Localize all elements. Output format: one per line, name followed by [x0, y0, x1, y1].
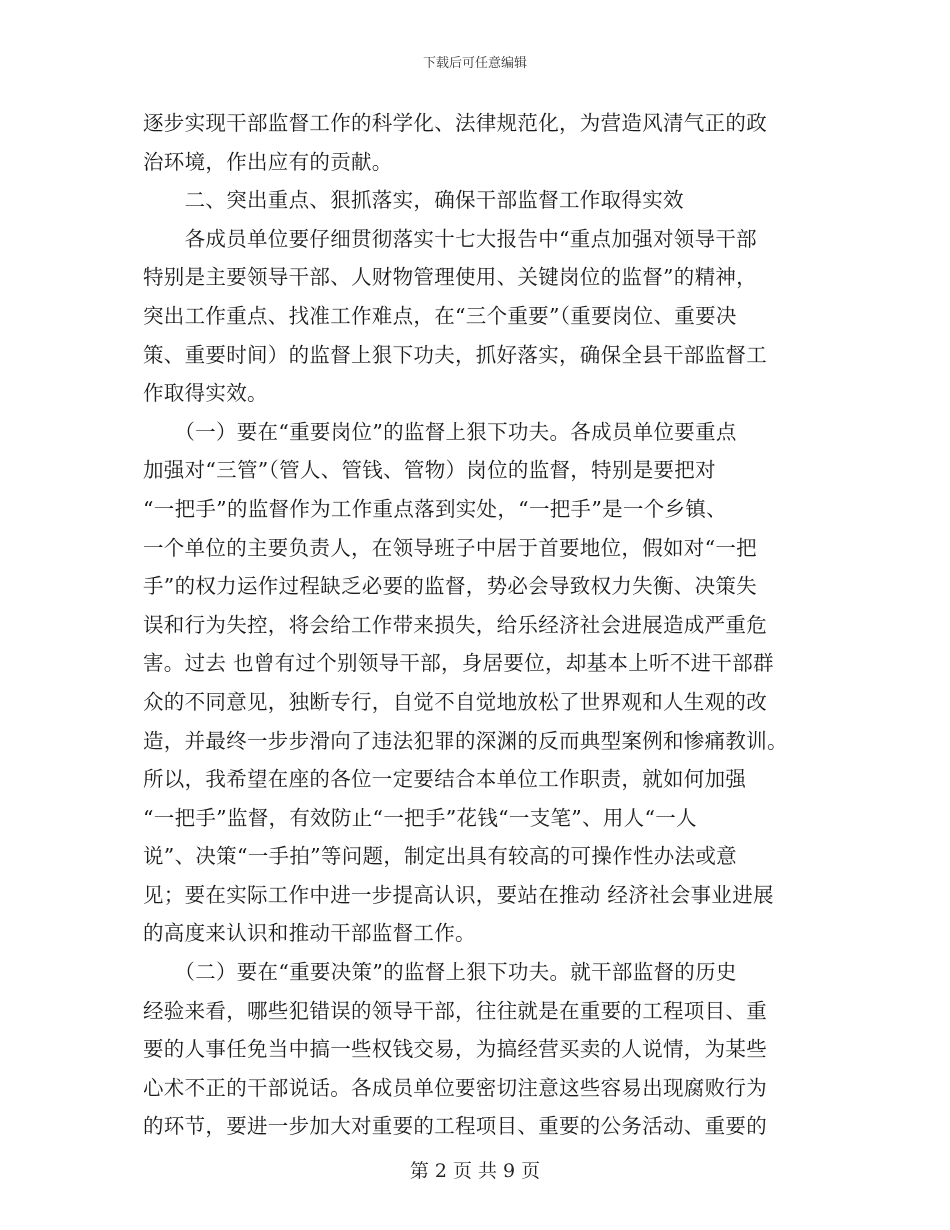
- text-line: 手”的权力运作过程缺乏必要的监督，势必会导致权力失衡、决策失: [143, 574, 757, 599]
- section-heading: 二、突出重点、狠抓落实，确保干部监督工作取得实效: [143, 188, 684, 213]
- text-line: 逐步实现干部监督工作的科学化、法律规范化，为营造风清气正的政: [143, 111, 767, 135]
- text-line: 一个单位的主要负责人，在领导班子中居于首要地位，假如对“一把: [143, 535, 757, 560]
- text-line: 策、重要时间）的监督上狠下功夫，抓好落实，确保全县干部监督工: [143, 342, 767, 367]
- text-line: 经验来看，哪些犯错误的领导干部，往往就是在重要的工程项目、重: [143, 998, 767, 1023]
- text-line: 的高度来认识和推动干部监督工作。: [143, 921, 476, 946]
- text-line: 突出工作重点、找准工作难点，在“三个重要”（重要岗位、重要决: [143, 303, 737, 328]
- text-line: “一把手”的监督作为工作重点落到实处，“一把手”是一个乡镇、: [143, 496, 727, 521]
- text-line: 见；要在实际工作中进一步提高认识，要站在推动 经济社会事业进展: [143, 882, 774, 907]
- page-header: 下载后可任意编辑: [422, 56, 527, 71]
- text-line: 所以，我希望在座的各位一定要结合本单位工作职责，就如何加强: [143, 767, 747, 792]
- text-line: 特别是主要领导干部、人财物管理使用、关键岗位的监督”的精神，: [143, 265, 757, 290]
- text-line: 各成员单位要仔细贯彻落实十七大报告中“重点加强对领导干部: [143, 226, 757, 251]
- text-line: “一把手”监督，有效防止“一把手”花钱“一支笔”、用人“一人: [143, 805, 697, 830]
- text-line: 治环境，作出应有的贡献。: [143, 149, 393, 174]
- document-body: [143, 104, 808, 1146]
- text-line: （二）要在“重要决策”的监督上狠下功夫。就干部监督的历史: [143, 960, 737, 985]
- text-line: 众的不同意见，独断专行，自觉不自觉地放松了世界观和人生观的改: [143, 689, 767, 714]
- text-line: 的环节，要进一步加大对重要的工程项目、重要的公务活动、重要的: [143, 1114, 767, 1139]
- text-line: （一）要在“重要岗位”的监督上狠下功夫。各成员单位要重点: [143, 419, 737, 444]
- text-line: 心术不正的干部说话。各成员单位要密切注意这些容易出现腐败行为: [143, 1075, 767, 1100]
- page-number: 第 2 页 共 9 页: [409, 1160, 541, 1182]
- text-line: 要的人事任免当中搞一些权钱交易，为搞经营买卖的人说情，为某些: [143, 1037, 767, 1062]
- text-line: 造，并最终一步步滑向了违法犯罪的深渊的反而典型案例和惨痛教训。: [143, 728, 788, 753]
- text-line: 加强对“三管”（管人、管钱、管物）岗位的监督，特别是要把对: [143, 458, 716, 483]
- text-line: 作取得实效。: [143, 381, 268, 406]
- text-line: 害。过去 也曾有过个别领导干部，身居要位，却基本上听不进干部群: [143, 651, 774, 676]
- text-line: 说”、决策“一手拍”等问题，制定出具有较高的可操作性办法或意: [143, 844, 737, 869]
- text-line: 误和行为失控，将会给工作带来损失，给乐经济社会进展造成严重危: [143, 612, 767, 637]
